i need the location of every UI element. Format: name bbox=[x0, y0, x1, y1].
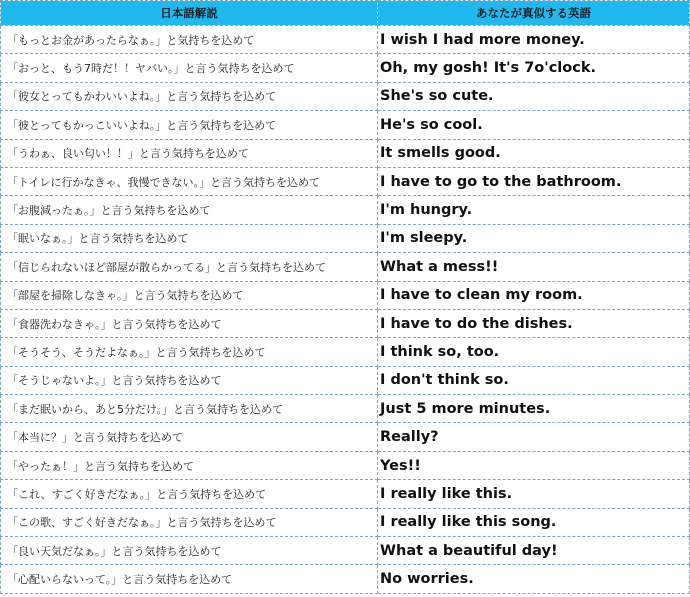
table-row bbox=[1, 508, 690, 536]
table-row bbox=[1, 451, 690, 479]
table-row bbox=[1, 82, 690, 110]
table-row bbox=[1, 111, 690, 139]
english-phrase-cell: What a mess!! bbox=[378, 253, 690, 281]
header-japanese-explanation: 日本語解説 bbox=[1, 1, 378, 26]
table-row bbox=[1, 480, 690, 508]
japanese-explanation-cell: 「やったぁ！」と言う気持ちを込めて bbox=[1, 451, 378, 479]
english-phrase-cell: I wish I had more money. bbox=[378, 26, 690, 54]
japanese-explanation-cell: 「トイレに行かなきゃ、我慢できない。」と言う気持ちを込めて bbox=[1, 167, 378, 195]
english-phrase-cell: No worries. bbox=[378, 565, 690, 593]
table-header bbox=[1, 1, 690, 26]
english-phrase-cell: Really? bbox=[378, 423, 690, 451]
english-phrase-cell: It smells good. bbox=[378, 139, 690, 167]
table-row bbox=[1, 26, 690, 54]
japanese-explanation-cell: 「良い天気だなぁ。」と言う気持ちを込めて bbox=[1, 537, 378, 565]
table-row bbox=[1, 281, 690, 309]
english-phrase-cell: I don't think so. bbox=[378, 366, 690, 394]
japanese-explanation-cell: 「おっと、もう7時だ！！ヤバい。」と言う気持ちを込めて bbox=[1, 54, 378, 82]
table-row bbox=[1, 54, 690, 82]
table-row bbox=[1, 565, 690, 593]
table-row bbox=[1, 309, 690, 337]
english-phrase-cell: I really like this song. bbox=[378, 508, 690, 536]
english-phrase-cell: Just 5 more minutes. bbox=[378, 395, 690, 423]
japanese-explanation-cell: 「お腹減ったぁ。」と言う気持ちを込めて bbox=[1, 196, 378, 224]
japanese-explanation-cell: 「彼女とってもかわいいよね。」と言う気持ちを込めて bbox=[1, 82, 378, 110]
header-row bbox=[1, 1, 690, 26]
english-phrase-cell: What a beautiful day! bbox=[378, 537, 690, 565]
english-phrase-cell: She's so cute. bbox=[378, 82, 690, 110]
japanese-explanation-cell: 「そうそう、そうだよなぁ。」と言う気持ちを込めて bbox=[1, 338, 378, 366]
english-phrase-cell: He's so cool. bbox=[378, 111, 690, 139]
english-phrase-cell: I really like this. bbox=[378, 480, 690, 508]
table-row bbox=[1, 167, 690, 195]
english-phrase-cell: Oh, my gosh! It's 7o'clock. bbox=[378, 54, 690, 82]
table-row bbox=[1, 253, 690, 281]
english-phrase-cell: I have to do the dishes. bbox=[378, 309, 690, 337]
table-row bbox=[1, 224, 690, 252]
table-row bbox=[1, 395, 690, 423]
english-phrase-cell: I have to go to the bathroom. bbox=[378, 167, 690, 195]
header-english-to-imitate: あなたが真似する英語 bbox=[378, 1, 690, 26]
japanese-explanation-cell: 「そうじゃないよ。」と言う気持ちを込めて bbox=[1, 366, 378, 394]
table-row bbox=[1, 139, 690, 167]
table-row bbox=[1, 338, 690, 366]
english-phrase-cell: Yes!! bbox=[378, 451, 690, 479]
table-row bbox=[1, 196, 690, 224]
table-row bbox=[1, 423, 690, 451]
table-row bbox=[1, 537, 690, 565]
japanese-explanation-cell: 「部屋を掃除しなきゃ。」と言う気持ちを込めて bbox=[1, 281, 378, 309]
japanese-explanation-cell: 「まだ眠いから、あと5分だけ。」と言う気持ちを込めて bbox=[1, 395, 378, 423]
japanese-explanation-cell: 「この歌、すごく好きだなぁ。」と言う気持ちを込めて bbox=[1, 508, 378, 536]
japanese-explanation-cell: 「食器洗わなきゃ。」と言う気持ちを込めて bbox=[1, 309, 378, 337]
japanese-explanation-cell: 「本当に？」と言う気持ちを込めて bbox=[1, 423, 378, 451]
japanese-explanation-cell: 「これ、すごく好きだなぁ。」と言う気持ちを込めて bbox=[1, 480, 378, 508]
japanese-explanation-cell: 「心配いらないって。」と言う気持ちを込めて bbox=[1, 565, 378, 593]
japanese-explanation-cell: 「うわぁ、良い匂い！！」と言う気持ちを込めて bbox=[1, 139, 378, 167]
english-phrase-cell: I think so, too. bbox=[378, 338, 690, 366]
table-body bbox=[1, 26, 690, 594]
japanese-explanation-cell: 「眠いなぁ。」と言う気持ちを込めて bbox=[1, 224, 378, 252]
japanese-explanation-cell: 「彼とってもかっこいいよね。」と言う気持ちを込めて bbox=[1, 111, 378, 139]
english-phrase-cell: I have to clean my room. bbox=[378, 281, 690, 309]
table-row bbox=[1, 366, 690, 394]
japanese-explanation-cell: 「信じられないほど部屋が散らかってる」と言う気持ちを込めて bbox=[1, 253, 378, 281]
japanese-explanation-cell: 「もっとお金があったらなぁ。」と気持ちを込めて bbox=[1, 26, 378, 54]
english-phrase-cell: I'm hungry. bbox=[378, 196, 690, 224]
english-phrase-cell: I'm sleepy. bbox=[378, 224, 690, 252]
